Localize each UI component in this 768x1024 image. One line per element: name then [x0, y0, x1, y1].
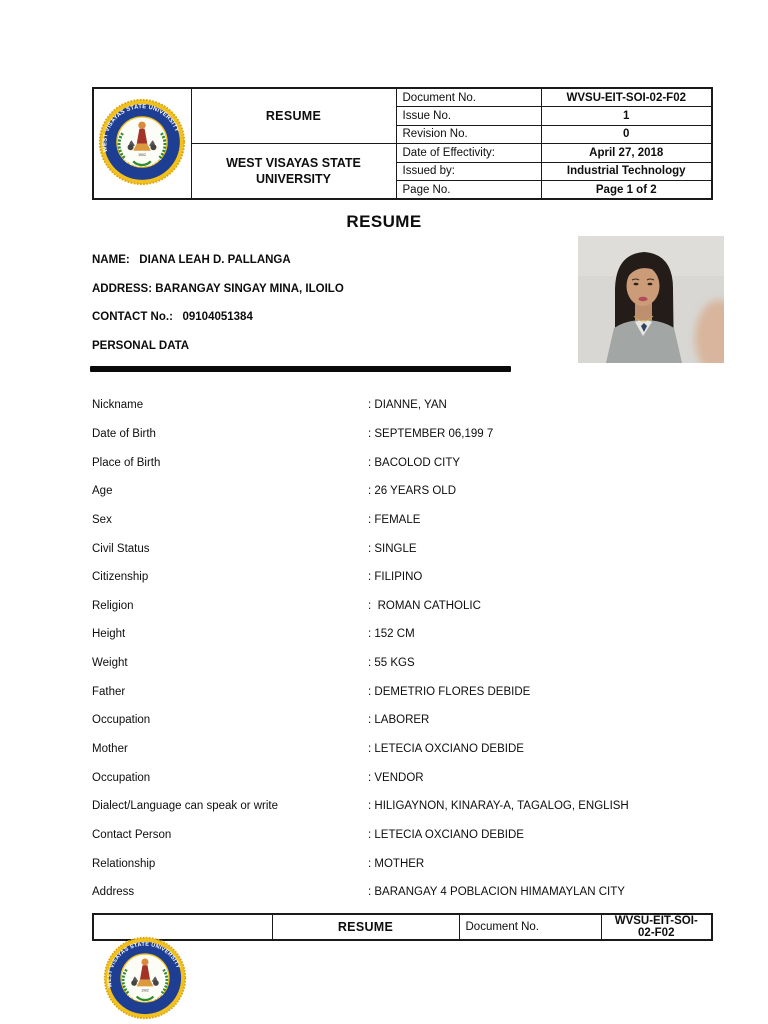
- field-value: : LABORER: [368, 714, 430, 727]
- doc-control-label: Issued by:: [396, 162, 541, 181]
- applicant-info-block: [92, 246, 344, 360]
- doc-control-label: Revision No.: [396, 125, 541, 144]
- applicant-contact-line: CONTACT No.: 09104051384: [92, 311, 253, 324]
- page2-university-seal: [101, 936, 189, 1024]
- field-label: Nickname: [92, 399, 144, 412]
- applicant-name-line: NAME: DIANA LEAH D. PALLANGA: [92, 254, 291, 267]
- form-title-cell: RESUME: [191, 88, 396, 144]
- university-seal-icon: [101, 936, 189, 1020]
- page-title: RESUME: [346, 212, 422, 231]
- doc-control-label: Issue No.: [396, 107, 541, 126]
- personal-data-heading: PERSONAL DATA: [92, 340, 190, 353]
- field-label: Religion: [92, 599, 134, 612]
- field-label: Date of Birth: [92, 427, 156, 440]
- list-item: [92, 763, 702, 792]
- applicant-address-line: ADDRESS: BARANGAY SINGAY MINA, ILOILO: [92, 282, 344, 295]
- field-value: : 26 YEARS OLD: [368, 485, 456, 498]
- doc-control-value: Industrial Technology: [541, 162, 712, 181]
- doc-control-value: April 27, 2018: [541, 144, 712, 163]
- doc-control-value: Page 1 of 2: [541, 181, 712, 200]
- field-value: : LETECIA OXCIANO DEBIDE: [368, 828, 524, 841]
- field-value: : BACOLOD CITY: [368, 456, 461, 469]
- field-label: Father: [92, 685, 126, 698]
- list-item: [92, 391, 702, 420]
- field-value: : SEPTEMBER 06,199 7: [368, 427, 494, 440]
- applicant-portrait-image: [578, 236, 724, 363]
- university-seal-cell: [93, 88, 191, 199]
- field-value: : LETECIA OXCIANO DEBIDE: [368, 743, 524, 755]
- section-divider: [90, 366, 511, 372]
- applicant-photo: [578, 236, 724, 363]
- list-item: [92, 706, 702, 735]
- field-value: : FEMALE: [368, 513, 421, 526]
- university-name-cell: WEST VISAYAS STATE UNIVERSITY: [191, 144, 396, 200]
- list-item: [92, 477, 702, 506]
- list-item: [92, 821, 702, 850]
- field-value: : 55 KGS: [368, 657, 415, 670]
- field-label: Contact Person: [92, 828, 172, 841]
- list-item: [92, 649, 702, 678]
- field-label: Dialect/Language can speak or write: [92, 800, 279, 813]
- list-item: [92, 677, 702, 706]
- document-control-table: [92, 87, 713, 200]
- field-value: : VENDOR: [368, 771, 424, 784]
- field-label: Mother: [92, 743, 128, 755]
- field-label: Place of Birth: [92, 456, 161, 469]
- field-label: Weight: [92, 657, 128, 670]
- field-label: Civil Status: [92, 542, 150, 555]
- doc-control-value: WVSU-EIT-SOI-02-F02: [541, 88, 712, 107]
- page2-doc-label: Document No.: [459, 914, 601, 940]
- page2-doc-value: WVSU-EIT-SOI-02-F02: [601, 914, 712, 940]
- list-item: [92, 620, 702, 649]
- list-item: [92, 878, 702, 907]
- field-value: : DEMETRIO FLORES DEBIDE: [368, 685, 531, 698]
- list-item: [92, 448, 702, 477]
- page2-form-title-cell: RESUME: [272, 914, 459, 940]
- field-label: Height: [92, 628, 126, 641]
- field-value: : 152 CM: [368, 628, 415, 641]
- university-seal-icon: [98, 96, 186, 188]
- field-value: : BARANGAY 4 POBLACION HIMAMAYLAN CITY: [368, 886, 625, 899]
- list-item: [92, 735, 702, 764]
- list-item: [92, 849, 702, 878]
- field-value: : HILIGAYNON, KINARAY-A, TAGALOG, ENGLISH: [368, 800, 629, 813]
- doc-control-label: Date of Effectivity:: [396, 144, 541, 163]
- list-item: [92, 792, 702, 821]
- list-item: [92, 506, 702, 535]
- field-label: Address: [92, 886, 135, 899]
- field-label: Occupation: [92, 771, 151, 784]
- field-label: Age: [92, 485, 113, 498]
- field-value: : SINGLE: [368, 542, 417, 555]
- field-value: : FILIPINO: [368, 571, 423, 584]
- field-label: Sex: [92, 513, 112, 526]
- field-value: : MOTHER: [368, 857, 425, 870]
- field-value: : ROMAN CATHOLIC: [368, 599, 481, 612]
- field-label: Occupation: [92, 714, 151, 727]
- personal-data-list: [92, 391, 702, 907]
- list-item: [92, 420, 702, 449]
- list-item: [92, 534, 702, 563]
- list-item: [92, 591, 702, 620]
- field-label: Citizenship: [92, 571, 149, 584]
- list-item: [92, 563, 702, 592]
- field-value: : DIANNE, YAN: [368, 399, 447, 412]
- doc-control-label: Page No.: [396, 181, 541, 200]
- doc-control-value: 0: [541, 125, 712, 144]
- doc-control-label: Document No.: [396, 88, 541, 107]
- field-label: Relationship: [92, 857, 156, 870]
- doc-control-value: 1: [541, 107, 712, 126]
